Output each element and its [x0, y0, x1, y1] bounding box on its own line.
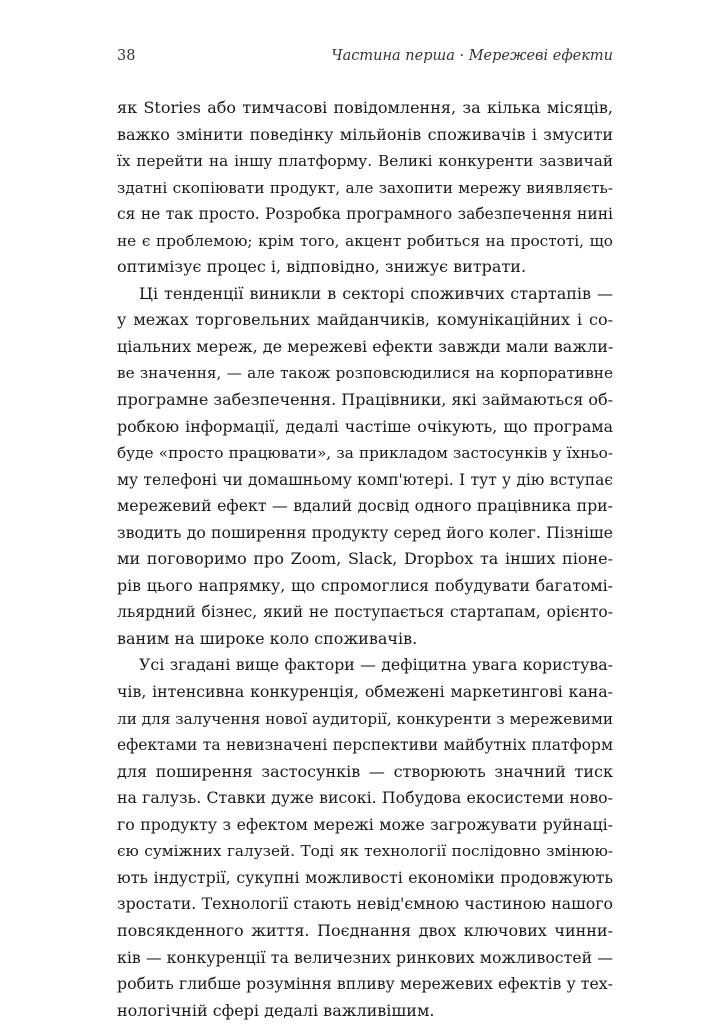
text-line: програмне забезпечення. Працівники, які займаються об- [117, 390, 614, 410]
text-line: не є проблемою; крім того, акцент робиться на простоті, що [117, 231, 613, 250]
text-line: мережевий ефект — вдалий досвід одного працівника при- [117, 496, 613, 516]
text-line: повсякденного життя. Поєднання двох ключових чинни- [117, 920, 613, 940]
text-line: їх перейти на іншу платформу. Великі конкуренти зазвичай [117, 152, 613, 171]
text-line: льярдний бізнес, який не поступається стартапам, орієнто- [117, 603, 613, 622]
text-line: для поширення застосунків — створюють значний тиск [117, 761, 613, 781]
text-line: Усі згадані вище фактори — дефіцитна увага користува- [139, 655, 613, 675]
section-title: Частина перша · Мережеві ефекти [331, 48, 613, 64]
page-number: 38 [117, 48, 136, 64]
text-line: як Stories або тимчасові повідомлення, за кілька місяців, [117, 98, 613, 117]
text-line: зводить до поширення продукту серед його колег. Пізніше [117, 522, 613, 542]
text-line: рів цього напрямку, що спромоглися побудувати багатомі- [117, 575, 613, 595]
running-head [117, 48, 613, 70]
text-line: му телефоні чи домашньому комп'ютері. І тут у дію вступає [117, 470, 613, 489]
text-line: ми поговоримо про Zoom, Slack, Dropbox та інших піоне- [117, 549, 613, 569]
text-line: у межах торговельних майданчиків, комунікаційних і со- [117, 310, 613, 330]
text-line: го продукту з ефектом мережі може загрожувати руйнаці- [117, 814, 613, 834]
body-text [117, 95, 613, 1024]
text-line: ціальних мереж, де мережеві ефекти завжди мали важли- [117, 336, 614, 356]
text-line: ють індустрії, сукупні можливості економіки продовжують [117, 867, 613, 887]
text-line: зростати. Технології стають невід'ємною частиною нашого [117, 894, 613, 914]
paragraph-2 [117, 281, 613, 653]
paragraph-1 [117, 95, 613, 281]
text-line: робить глибше розуміння впливу мережевих ефектів у тех- [117, 974, 613, 994]
text-line: нологічній сфері дедалі важливішим. [117, 1000, 435, 1020]
text-line: Ці тенденції виникли в секторі споживчих стартапів — [139, 283, 613, 303]
text-line: буде «просто працювати», за прикладом застосунків у їхньо- [117, 444, 613, 463]
text-line: ваним на широке коло споживачів. [117, 628, 418, 648]
text-line: ли для залучення нової аудиторії, конкуренти з мережевими [117, 709, 613, 728]
text-line: чів, інтенсивна конкуренція, обмежені маркетингові кана- [117, 682, 613, 702]
text-line: ся не так просто. Розробка програмного забезпечення нині [117, 205, 613, 224]
text-line: важко змінити поведінку мільйонів споживачів і змусити [117, 124, 613, 144]
text-line: єю суміжних галузей. Тоді як технології послідовно змінюю- [117, 842, 613, 861]
text-line: на галузь. Ставки дуже високі. Побудова екосистеми ново- [117, 788, 613, 808]
text-line: оптимізує процес і, відповідно, знижує витрати. [117, 257, 527, 277]
text-line: ків — конкуренції та величезних ринкових можливостей — [117, 947, 613, 967]
text-line: ефектами та невизначені перспективи майбутніх платформ [117, 736, 613, 755]
text-line: робкою інформації, дедалі частіше очікують, що програма [117, 416, 613, 436]
paragraph-3 [117, 652, 613, 1024]
text-line: здатні скопіювати продукт, але захопити мережу виявляєть- [117, 178, 613, 197]
text-line: ве значення, — але також розповсюдилися на корпоративне [117, 364, 613, 383]
